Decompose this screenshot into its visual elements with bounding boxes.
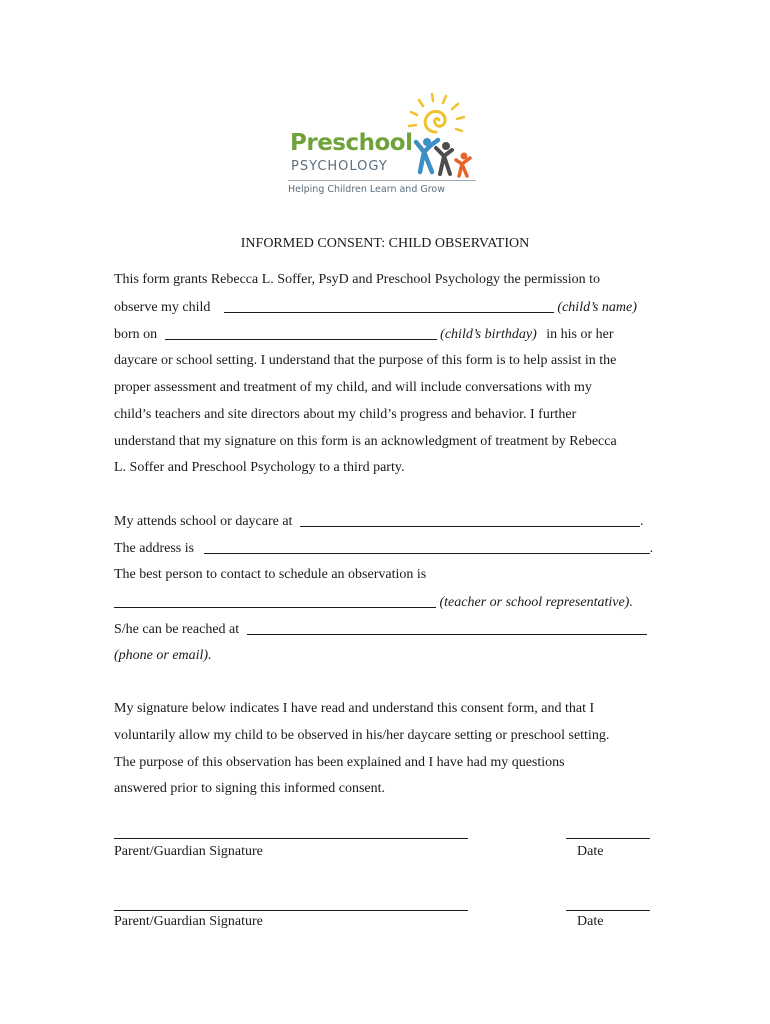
child-birthday-field[interactable]: [165, 326, 437, 340]
logo-tagline: Helping Children Learn and Grow: [288, 184, 446, 195]
date-label-2: Date: [577, 914, 604, 929]
paragraph1-line8: L. Soffer and Preschool Psychology to a third party.: [114, 460, 405, 475]
logo-wordmark-psychology: PSYCHOLOGY: [291, 159, 388, 174]
logo-wordmark-preschool: Preschool: [290, 130, 413, 156]
signature-label-1: Parent/Guardian Signature: [114, 844, 263, 859]
form-title: INFORMED CONSENT: CHILD OBSERVATION: [240, 236, 530, 251]
school-period: .: [639, 514, 644, 529]
contact-hint: (teacher or school representative).: [439, 595, 633, 610]
date-line-1[interactable]: [566, 838, 650, 839]
child-name-row: [114, 299, 637, 316]
paragraph2-line4: answered prior to signing this informed consent.: [114, 781, 386, 796]
child-name-field[interactable]: [224, 299, 554, 313]
reach-row: [114, 621, 647, 638]
child-birthday-row: [114, 326, 614, 343]
child-birthday-trailing: in his or her: [546, 327, 614, 342]
child-name-hint: (child’s name): [557, 300, 637, 315]
contact-label: The best person to contact to schedule an observation is: [114, 567, 427, 582]
signature-line-1[interactable]: [114, 838, 468, 839]
school-row: [114, 513, 643, 530]
address-label: The address is: [114, 541, 195, 556]
paragraph1-line6: child’s teachers and site directors about my child’s progress and behavior. I further: [114, 407, 577, 422]
contact-row: [114, 594, 633, 611]
signature-label-2: Parent/Guardian Signature: [114, 914, 263, 929]
logo-divider: [288, 180, 476, 181]
reach-label: S/he can be reached at: [114, 622, 240, 637]
signature-line-2[interactable]: [114, 910, 468, 911]
reach-hint: (phone or email).: [114, 648, 212, 663]
date-line-2[interactable]: [566, 910, 650, 911]
paragraph1-line5: proper assessment and treatment of my child, and will include conversations with my: [114, 380, 592, 395]
sun-and-children-icon: [402, 92, 480, 180]
date-label-1: Date: [577, 844, 604, 859]
preschool-psychology-logo: [282, 92, 482, 200]
child-name-label: observe my child: [114, 300, 211, 315]
address-row: [114, 540, 653, 557]
address-field[interactable]: [204, 540, 650, 554]
paragraph2-line1: My signature below indicates I have read and understand this consent form, and that I: [114, 701, 595, 716]
paragraph1-line1: This form grants Rebecca L. Soffer, PsyD and Preschool Psychology the permission to: [114, 272, 600, 287]
paragraph1-line4: daycare or school setting. I understand that the purpose of this form is to help assist in the: [114, 353, 617, 368]
address-period: .: [649, 541, 654, 556]
paragraph2-line3: The purpose of this observation has been explained and I have had my questions: [114, 755, 565, 770]
paragraph1-line7: understand that my signature on this form is an acknowledgment of treatment by Rebecca: [114, 434, 617, 449]
school-field[interactable]: [300, 513, 640, 527]
contact-field[interactable]: [114, 594, 436, 608]
child-birthday-hint: (child’s birthday): [440, 327, 537, 342]
reach-field[interactable]: [247, 621, 647, 635]
child-birthday-label: born on: [114, 327, 158, 342]
paragraph2-line2: voluntarily allow my child to be observed in his/her daycare setting or preschool setting.: [114, 728, 610, 743]
school-label: My attends school or daycare at: [114, 514, 293, 529]
